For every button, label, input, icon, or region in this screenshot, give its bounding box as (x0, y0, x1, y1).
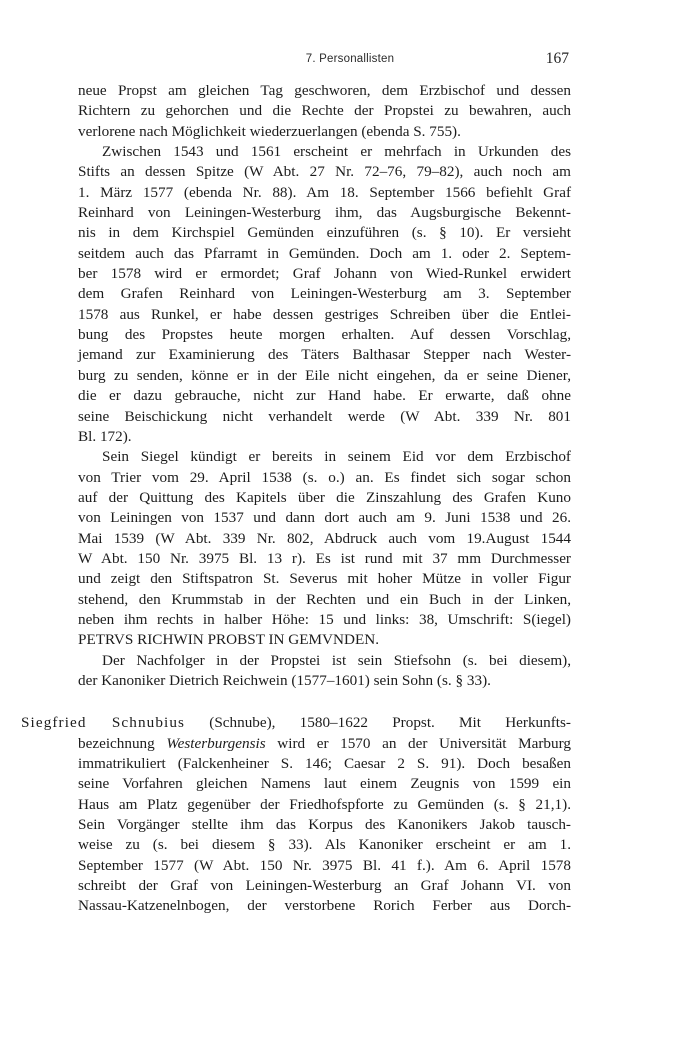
text-line: burg zu senden, könne er in der Eile nicht eingehen, da er seine Diener, (78, 366, 571, 384)
text-line: Reinhard von Leiningen-Westerburg ihm, das Augsburgische Bekennt- (78, 204, 571, 222)
text-fragment: wird er 1570 an der Universität Marburg (277, 734, 571, 752)
text-line: weise zu (s. bei diesem § 33). Als Kanoniker erscheint er am 1. (78, 836, 571, 854)
running-head (0, 50, 700, 74)
text-line: Richtern zu gehorchen und die Rechte der Propstei zu bewahren, auch (78, 102, 571, 120)
text-line: die er dazu gebrauche, nicht zur Hand habe. Er erwarte, daß ohne (78, 387, 571, 405)
text-line: dem Grafen Reinhard von Leiningen-Westerburg am 3. September (78, 285, 571, 303)
text-line: Sein Vorgänger stellte ihm das Korpus des Kanonikers Jakob tausch- (78, 816, 571, 834)
text-line: PETRVS RICHWIN PROBST IN GEMVNDEN. (78, 631, 380, 649)
paragraph-2 (78, 142, 571, 447)
text-line: auf der Quittung des Kapitels über die Zinszahlung des Grafen Kuno (78, 488, 571, 506)
text-line: seine Vorfahren gleichen Namens laut einem Zeugnis von 1599 ein (78, 775, 571, 793)
section-gap (78, 691, 571, 713)
text-line: W Abt. 150 Nr. 3975 Bl. 13 r). Es ist rund mit 37 mm Durchmesser (78, 549, 571, 567)
entry-first-line (21, 713, 571, 733)
text-line: von Trier vom 29. April 1538 (s. o.) an. Es findet sich sogar schon (78, 468, 571, 486)
entry-first-line-text: (Schnube), 1580–1622 Propst. Mit Herkunfts- (209, 714, 571, 732)
italic-term: Westerburgensis (166, 734, 266, 752)
paragraph-3 (78, 447, 571, 650)
page-number: 167 (545, 50, 569, 67)
text-line: der Kanoniker Dietrich Reichwein (1577–1601) sein Sohn (s. § 33). (78, 671, 491, 689)
text-line: neben ihm rechts in halber Höhe: 15 und links: 38, Umschrift: S(iegel) (78, 610, 571, 628)
text-line: von Leiningen von 1537 und dann dort auch am 9. Juni 1538 und 26. (78, 509, 571, 527)
text-line: seitdem auch das Pfarramt in Gemünden. Doch am 1. oder 2. Septem- (78, 244, 571, 262)
text-line: Mai 1539 (W Abt. 339 Nr. 802, Abdruck auch vom 19.August 1544 (78, 529, 571, 547)
text-line: verlorene nach Möglichkeit wiederzuerlangen (ebenda S. 755). (78, 122, 461, 140)
text-fragment: bezeichnung (78, 734, 155, 752)
text-line: schreibt der Graf von Leiningen-Westerburg an Graf Johann VI. von (78, 877, 571, 895)
text-line: Haus am Platz gegenüber der Friedhofspforte zu Gemünden (s. § 21,1). (78, 795, 571, 813)
text-line: immatrikuliert (Falckenheiner S. 146; Caesar 2 S. 91). Doch besaßen (78, 755, 571, 772)
person-entry (21, 713, 571, 916)
text-line: jemand zur Examinierung des Täters Balthasar Stepper nach Wester- (78, 346, 571, 364)
text-line: September 1577 (W Abt. 150 Nr. 3975 Bl. 41 f.). Am 6. April 1578 (78, 856, 571, 874)
text-line: ber 1578 wird er ermordet; Graf Johann von Wied-Runkel erwidert (78, 265, 571, 283)
body-text (21, 81, 571, 917)
paragraph-4 (78, 651, 571, 692)
text-line: Zwischen 1543 und 1561 erscheint er mehrfach in Urkunden des (102, 143, 571, 161)
text-line: 1. März 1577 (ebenda Nr. 88). Am 18. September 1566 befiehlt Graf (78, 183, 571, 201)
text-line: und zeigt den Stiftspatron St. Severus mit hoher Mütze in voller Figur (78, 570, 571, 588)
text-line: Nassau-Katzenelnbogen, der verstorbene Rorich Ferber aus Dorch- (78, 897, 571, 915)
entry-name: Siegfried Schnubius (21, 714, 186, 732)
chapter-title: 7. Personallisten (305, 53, 395, 65)
text-line: 1578 aus Runkel, er habe dessen gestriges Schreiben über die Entlei- (78, 305, 571, 323)
entry-line-2 (78, 734, 571, 754)
paragraph-1 (78, 81, 571, 142)
text-line: neue Propst am gleichen Tag geschworen, dem Erzbischof und dessen (78, 82, 571, 99)
text-line: stehend, den Krummstab in der Rechten und ein Buch in der Linken, (78, 590, 571, 608)
text-line: Stifts an dessen Spitze (W Abt. 27 Nr. 72–76, 79–82), auch noch am (78, 163, 571, 181)
text-line: bung des Propstes heute morgen erhalten. Auf dessen Vorschlag, (78, 326, 571, 344)
text-line: seine Beischickung nicht verhandelt werde (W Abt. 339 Nr. 801 (78, 407, 571, 425)
text-line: Der Nachfolger in der Propstei ist sein Stiefsohn (s. bei diesem), (102, 651, 571, 669)
text-line: nis in dem Kirchspiel Gemünden einzuführen (s. § 10). Er versieht (78, 224, 571, 242)
text-line: Sein Siegel kündigt er bereits in seinem Eid vor dem Erzbischof (102, 448, 571, 466)
text-line: Bl. 172). (78, 427, 132, 445)
